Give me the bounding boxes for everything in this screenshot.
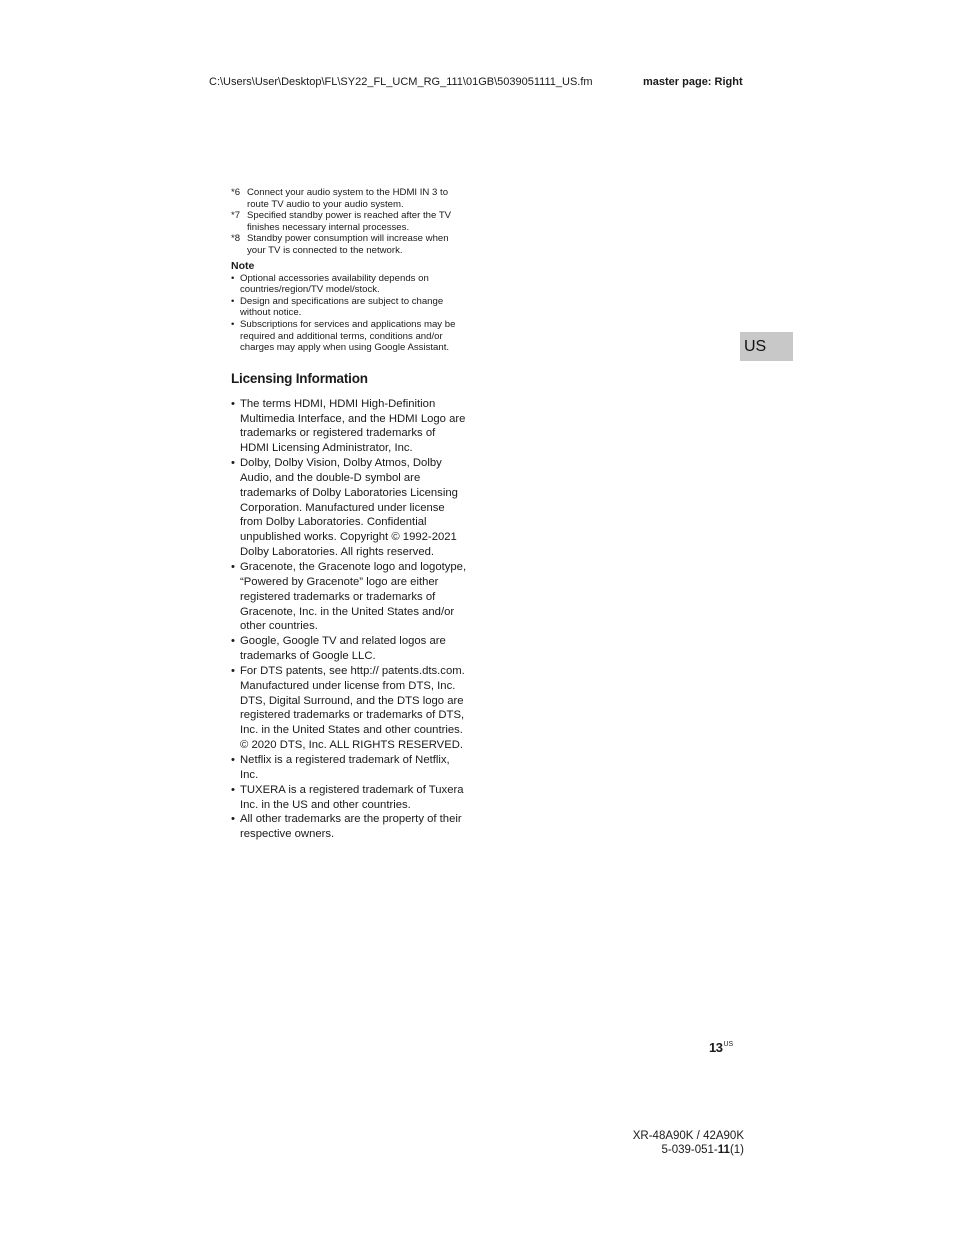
bullet-icon: • [231,664,235,677]
note-list [231,273,467,354]
licensing-item [231,812,467,842]
footnote-list [231,187,467,257]
part-code-bold: 11 [717,1143,730,1156]
part-code-prefix: 5-039-051- [661,1143,718,1156]
licensing-item [231,560,467,634]
note-item-text: Subscriptions for services and applications may be required and additional terms, conditions and/or charges may apply when using Google Assistant. [240,318,456,354]
licensing-item [231,664,467,753]
bullet-icon: • [231,813,235,826]
language-tab: US [740,332,793,361]
page-number [709,1040,733,1055]
licensing-item-text: All other trademarks are the property of their respective owners. [240,813,462,841]
licensing-title: Licensing Information [231,370,368,386]
note-item-text: Design and specifications are subject to change without notice. [240,295,444,319]
bullet-icon: • [231,397,235,410]
header-master-page: master page: Right [643,76,743,88]
licensing-item-text: Google, Google TV and related logos are trademarks of Google LLC. [240,635,446,663]
page-number-suffix: US [723,1041,734,1048]
footnote-text: Connect your audio system to the HDMI IN 3 to route TV audio to your audio system. [247,187,449,210]
footnote-text: Standby power consumption will increase when your TV is connected to the network. [247,233,449,256]
bullet-icon: • [231,457,235,470]
note-item [231,273,467,296]
note-item-text: Optional accessories availability depends on countries/region/TV model/stock. [240,272,429,296]
licensing-item-text: Dolby, Dolby Vision, Dolby Atmos, Dolby Audio, and the double-D symbol are trademarks of Dolby Laboratories Licensing Corporation. Manufactured under license from Dolby Laboratories. Confidential unpublished works. Copyright © 1992-2021 Dolby Laboratories. All rights reserved. [240,457,458,559]
bullet-icon: • [231,753,235,766]
note-item [231,296,467,319]
footnote-mark: *6 [231,187,241,198]
licensing-item [231,456,467,560]
footnote-item [231,210,467,233]
note-item [231,319,467,354]
footnote-mark: *8 [231,233,241,245]
footnote-item [231,187,467,210]
licensing-item-text: For DTS patents, see http:// patents.dts.com. Manufactured under license from DTS, Inc. DTS, Digital Surround, and the DTS logo are registered trademarks or trademarks of DTS, Inc. in the United States and other countries. © 2020 DTS, Inc. ALL RIGHTS RESERVED. [240,664,465,752]
part-code-suffix: (1) [729,1143,744,1156]
footnote-text: Specified standby power is reached after the TV finishes necessary internal processes. [247,210,452,233]
bullet-icon: • [231,318,235,330]
footnote-mark: *7 [231,210,241,222]
model-number: XR-48A90K / 42A90K [632,1130,744,1142]
bullet-icon: • [231,295,235,307]
licensing-item-text: Netflix is a registered trademark of Netflix, Inc. [240,753,450,781]
header-file-path: C:\Users\User\Desktop\FL\SY22_FL_UCM_RG_111\01GB\5039051111_US.fm [209,76,593,88]
licensing-item [231,783,467,813]
licensing-item [231,397,467,456]
bullet-icon: • [231,272,235,284]
licensing-item-text: TUXERA is a registered trademark of Tuxera Inc. in the US and other countries. [240,783,464,811]
note-heading: Note [231,259,255,272]
footer-model-info [633,1130,744,1157]
part-code [633,1144,744,1158]
licensing-list [231,397,467,842]
page-number-value: 13 [709,1040,723,1055]
licensing-item [231,634,467,664]
footnote-item [231,233,467,256]
licensing-item-text: The terms HDMI, HDMI High-Definition Multimedia Interface, and the HDMI Logo are trademarks or registered trademarks of HDMI Licensing Administrator, Inc. [240,397,466,455]
licensing-item-text: Gracenote, the Gracenote logo and logotype, “Powered by Gracenote” logo are either registered trademarks or trademarks of Gracenote, Inc. in the United States and/or other countries. [240,561,467,633]
licensing-item [231,753,467,783]
bullet-icon: • [231,783,235,796]
content-column [231,187,467,842]
bullet-icon: • [231,561,235,573]
bullet-icon: • [231,635,235,648]
